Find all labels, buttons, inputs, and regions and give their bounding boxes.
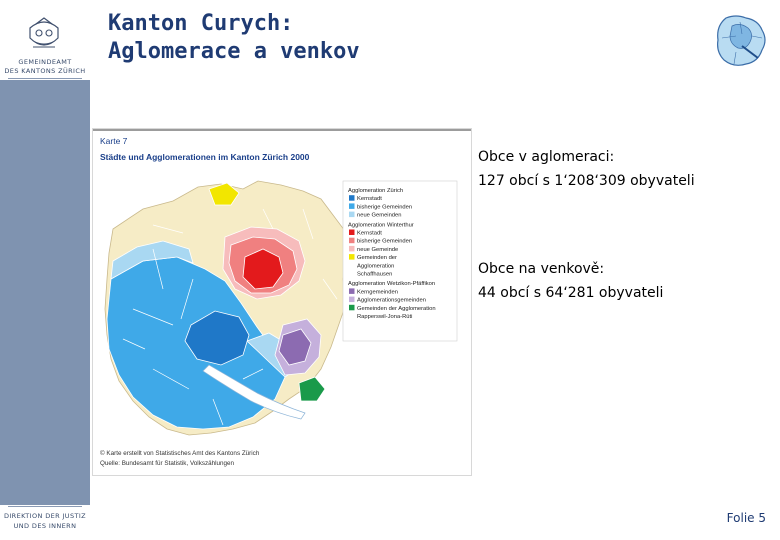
slide-number: Folie 5 — [726, 511, 766, 525]
legend-swatch — [349, 195, 355, 201]
canton-map-logo-icon — [712, 12, 770, 70]
legend-item-label: Kernstadt — [357, 196, 382, 203]
legend-item-label-cont: Rapperswil-Jona-Rüti — [357, 314, 413, 320]
legend-group-title: Agglomeration Zürich — [348, 188, 404, 194]
legend-item-label: Kerngemeinden — [357, 289, 398, 296]
figure-canvas — [93, 129, 471, 475]
legend-item-label: Agglomerationsgemeinden — [357, 297, 426, 304]
map-legend — [343, 181, 457, 341]
agglomeration-map-figure — [92, 128, 472, 476]
legend-swatch — [349, 212, 355, 218]
legend-swatch — [349, 305, 355, 311]
figure-kicker: Karte 7 — [100, 136, 128, 146]
footer-divider — [8, 506, 82, 507]
rural-prefix: Obce na — [478, 261, 541, 277]
canton-map — [105, 181, 349, 435]
figure-heading: Städte und Agglomerationen im Kanton Zürich 2000 — [100, 152, 310, 162]
legend-swatch — [349, 230, 355, 236]
legend-swatch — [349, 203, 355, 209]
legend-swatch — [349, 288, 355, 294]
legend-item-label: neue Gemeinde — [357, 246, 399, 253]
rural-detail: 44 obcí s 64‘281 obyvateli — [478, 285, 664, 301]
org-name-line1: GEMEINDEAMT — [18, 58, 72, 66]
dept-name-line2: UND DES INNERN — [13, 522, 77, 530]
rural-suffix: : — [599, 261, 605, 277]
legend-item-label: bisherige Gemeinden — [357, 238, 413, 245]
header-divider — [8, 78, 82, 79]
legend-group-title: Agglomeration Winterthur — [348, 222, 414, 229]
rural-keyword: venkově — [540, 261, 600, 277]
legend-item-label: bisherige Gemeinden — [357, 204, 413, 211]
figure-caption-line1: © Karte erstellt von Statistisches Amt des Kantons Zürich — [100, 450, 260, 457]
legend-item-label: Kernstadt — [357, 230, 382, 237]
sidebar — [0, 0, 90, 540]
org-name-line2: DES KANTONS ZÜRICH — [4, 67, 86, 75]
sidebar-header — [0, 0, 90, 80]
legend-swatch — [349, 254, 355, 260]
slide-title-line2: Aglomerace a venkov — [108, 39, 360, 64]
legend-item-label: Gemeinden der — [357, 255, 397, 262]
legend-item-label: neue Gemeinden — [357, 212, 402, 219]
legend-item-label-cont: Agglomeration — [357, 263, 395, 270]
legend-swatch — [349, 238, 355, 244]
slide-title — [108, 10, 360, 66]
dept-name-line1: DIREKTION DER JUSTIZ — [3, 512, 87, 520]
legend-swatch — [349, 246, 355, 252]
canton-crest-icon — [27, 14, 61, 54]
agglomeration-prefix: Obce v — [478, 149, 532, 165]
figure-caption-line2: Quelle: Bundesamt für Statistik, Volkszählungen — [100, 460, 235, 467]
agglomeration-detail: 127 obcí s 1‘208‘309 obyvateli — [478, 173, 695, 189]
legend-item-label: Gemeinden der Agglomeration — [357, 305, 436, 312]
sidebar-footer — [0, 505, 90, 540]
slide-title-line1: Kanton Curych: — [108, 11, 294, 36]
legend-swatch — [349, 297, 355, 303]
legend-item-label-cont: Schaffhausen — [357, 271, 393, 278]
agglomeration-keyword: aglomeraci — [531, 149, 610, 165]
rural-heading — [478, 258, 604, 280]
legend-group-title: Agglomeration Wetzikon-Pfäffikon — [348, 281, 436, 288]
agglomeration-suffix: : — [609, 149, 615, 165]
agglomeration-heading — [478, 146, 614, 168]
